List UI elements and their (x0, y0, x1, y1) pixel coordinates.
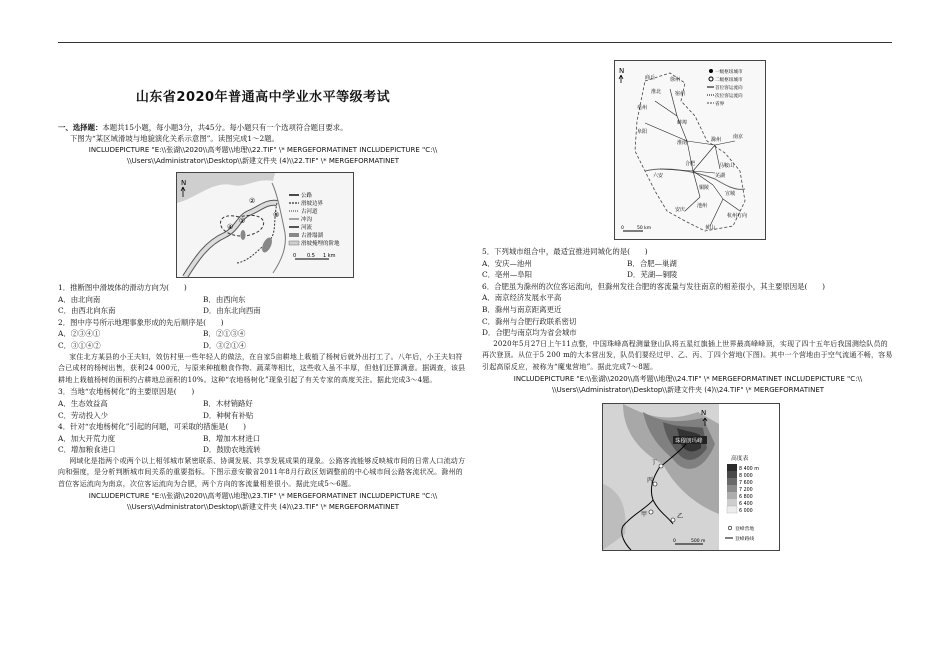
q6-option-a[interactable]: A．南京经济发展水平高 (482, 293, 562, 303)
include-field-23b: \\Users\\Administrator\\Desktop\\新建文件夹 (4)\\23.TIF" \* MERGEFORMATINET (126, 503, 400, 512)
svg-text:杭州方向: 杭州方向 (727, 213, 748, 219)
include-field-23a: INCLUDEPICTURE "E:\\张湖\\2020\\高考题\\地理\\23.TIF" \* MERGEFORMATINET INCLUDEPICTURE "C:\\ (88, 491, 438, 500)
q1-option-d[interactable]: D．由东北向西南 (203, 306, 261, 316)
svg-text:阜阳: 阜阳 (637, 129, 648, 135)
svg-text:④: ④ (227, 222, 234, 231)
svg-text:冲沟: 冲沟 (301, 216, 313, 223)
header-rule (58, 42, 892, 43)
q1-option-a[interactable]: A．由北向南 (58, 294, 101, 304)
svg-text:③: ③ (273, 210, 280, 219)
q6-option-d[interactable]: D．合肥与南京均为省会城市 (482, 328, 577, 338)
svg-text:N: N (619, 67, 625, 75)
q4-option-c[interactable]: C．增加粮食进口 (58, 445, 116, 455)
q4-option-a[interactable]: A．加大开荒力度 (58, 433, 116, 443)
q4-options (58, 433, 468, 456)
q3-option-b[interactable]: B．木材销路好 (203, 398, 253, 408)
q3-options (58, 398, 468, 421)
svg-text:淮北: 淮北 (651, 89, 662, 95)
q5-option-b[interactable]: B．合肥—巢湖 (627, 258, 677, 268)
svg-text:1 km: 1 km (323, 252, 336, 259)
question-1: 1．推断图中滑坡体的滑动方向为( ) (58, 282, 187, 292)
svg-text:丙: 丙 (647, 476, 654, 484)
left-column (58, 88, 468, 514)
passage-3-4: 家住北方某县的小王夫妇，效仿村里一些年轻人的做法，在自家5亩耕地上栽植了杨树后就外出打工了。八年后，小王夫妇符合已成材的杨树出售，获利24 000元，与原来种植粮食作物、蔬菜等相比，这些收入虽不丰厚，但他们还算满意。据调查，该县耕地上栽植杨树的面积约占耕地总面积的10%。这种“农地杨树化”现象引起了有关专家的高度关注。据此完成3～4题。 (58, 352, 466, 384)
q5-options (482, 258, 894, 281)
svg-text:南京: 南京 (733, 134, 744, 140)
intro-q1-2: 下图为“某区域滑坡与地貌演化关系示意图”。读图完成1～2题。 (69, 134, 279, 144)
svg-text:0: 0 (621, 226, 624, 231)
right-column (482, 60, 894, 551)
svg-text:8 400 m: 8 400 m (739, 466, 759, 472)
passage-7-8: 2020年5月27日上午11点整，中国珠峰高程测量登山队将五星红旗插上世界最高峰峰顶，实现了四十五年后我国测绘队员的再次登顶。从位于5 200 m的大本营出发，队员们要经过甲、乙、丙、丁四个营地(下图)。其中一个营地由于空气流通不畅，容易引起高原反应，被称为“魔鬼营地”。据此完成7～8题。 (482, 339, 893, 371)
svg-text:N: N (701, 408, 707, 417)
svg-text:次位客运流向: 次位客运流向 (715, 94, 743, 99)
svg-text:黄山: 黄山 (705, 225, 716, 231)
q6-options (482, 292, 894, 338)
q4-option-b[interactable]: B．增加木材进口 (203, 433, 261, 443)
svg-text:乙: 乙 (677, 512, 684, 520)
svg-text:①: ① (239, 216, 246, 225)
svg-text:0: 0 (673, 538, 676, 544)
q3-option-c[interactable]: C．劳动投入少 (58, 410, 108, 420)
svg-text:登峰路线: 登峰路线 (735, 536, 755, 542)
q4-option-d[interactable]: D．鼓励农地流转 (203, 445, 261, 455)
svg-text:公路: 公路 (301, 192, 313, 199)
question-3: 3．当地“农地杨树化”的主要原因是( ) (58, 387, 195, 397)
svg-text:池州: 池州 (697, 203, 708, 209)
svg-text:宣城: 宣城 (725, 191, 736, 197)
svg-text:滑坡掩埋的阶地: 滑坡掩埋的阶地 (301, 240, 340, 247)
question-6: 6．合肥虽为滁州的次位客运流向，但滁州发往合肥的客流量与发往南京的相差很小，其主要原因是( ) (482, 281, 826, 291)
q1-options (58, 294, 468, 317)
q2-option-d[interactable]: D．③②①④ (203, 340, 246, 350)
include-field-22b: \\Users\\Administrator\\Desktop\\新建文件夹 (4)\\22.TIF" \* MERGEFORMATINET (126, 157, 400, 166)
q2-option-b[interactable]: B．②①③④ (203, 329, 246, 339)
svg-text:马鞍山: 马鞍山 (719, 163, 735, 169)
svg-text:6 800: 6 800 (739, 494, 753, 500)
svg-text:宿州: 宿州 (675, 91, 686, 97)
question-4: 4．针对“农地杨树化”引起的问题，可采取的措施是( ) (58, 422, 247, 432)
svg-text:0: 0 (293, 252, 297, 259)
section-heading: 一、选择题：本题共15小题，每小题3分，共45分。每小题只有一个选项符合题目要求。 (58, 122, 348, 132)
svg-text:500 m: 500 m (691, 538, 706, 544)
q1-option-c[interactable]: C．由西北向东南 (58, 306, 116, 316)
svg-text:蚌埠: 蚌埠 (677, 120, 688, 126)
svg-text:徐州: 徐州 (670, 77, 681, 83)
svg-text:6 000: 6 000 (739, 508, 753, 514)
q5-option-a[interactable]: A．安庆—池州 (482, 258, 532, 268)
q2-option-a[interactable]: A．②③④① (58, 329, 101, 339)
include-field-24b: \\Users\\Administrator\\Desktop\\新建文件夹 (4)\\24.TIF" \* MERGEFORMATINET (551, 386, 825, 395)
svg-text:省界: 省界 (715, 102, 725, 107)
svg-text:8 000: 8 000 (739, 473, 753, 479)
svg-text:二级枢纽城市: 二级枢纽城市 (715, 78, 743, 83)
svg-text:淮南: 淮南 (677, 140, 688, 146)
svg-text:亳州: 亳州 (637, 105, 648, 111)
exam-title: 山东省2020年普通高中学业水平等级考试 (135, 90, 391, 105)
passage-5-6: 网域化是指两个或两个以上相邻城市紧密联系、协调发展、共享发展成果的现象。公路客流能够反映城市间的日常人口流动方向和强度，是分析判断城市间关系的重要指标。下图示意安徽省2011年8月行政区划调整前的中心城市间公路客流状况。滁州的首位客运流向为南京，次位客运流向为合肥，两个方向的客流量相差很小。据此完成5～6题。 (58, 456, 466, 489)
svg-text:7 200: 7 200 (739, 487, 753, 493)
q5-option-d[interactable]: D．芜湖—铜陵 (627, 270, 678, 280)
svg-text:首位客运流向: 首位客运流向 (715, 86, 743, 91)
svg-text:7 600: 7 600 (739, 480, 753, 486)
q3-option-a[interactable]: A．生态效益高 (58, 398, 108, 408)
landslide-figure (176, 172, 354, 278)
anhui-flow-map (614, 60, 766, 240)
svg-text:铜陵: 铜陵 (699, 185, 710, 191)
q5-option-c[interactable]: C．亳州—阜阳 (482, 270, 532, 280)
svg-text:六安: 六安 (653, 173, 664, 179)
q2-option-c[interactable]: C．③①④② (58, 340, 101, 350)
svg-text:河流: 河流 (301, 224, 313, 231)
q2-options (58, 328, 468, 351)
svg-text:甲: 甲 (641, 510, 648, 518)
svg-text:芜湖: 芜湖 (715, 173, 726, 179)
svg-text:N: N (181, 178, 187, 187)
svg-text:安庆: 安庆 (675, 207, 686, 213)
q6-option-b[interactable]: B．滁州与南京距离更近 (482, 304, 562, 314)
svg-text:登峰营地: 登峰营地 (735, 526, 755, 532)
svg-text:6 400: 6 400 (739, 501, 753, 507)
question-5: 5．下列城市组合中，最适宜推进同城化的是( ) (482, 247, 648, 256)
svg-text:丁: 丁 (651, 458, 658, 466)
svg-text:滁州: 滁州 (711, 137, 722, 143)
include-field-24a: INCLUDEPICTURE "E:\\张湖\\2020\\高考题\\地理\\24.TIF" \* MERGEFORMATINET INCLUDEPICTURE "C:\\ (513, 374, 863, 383)
svg-text:合肥: 合肥 (685, 161, 696, 167)
svg-text:高度表: 高度表 (731, 455, 749, 462)
include-field-22a: INCLUDEPICTURE "E:\\张湖\\2020\\高考题\\地理\\22.TIF" \* MERGEFORMATINET INCLUDEPICTURE "C:\\ (88, 145, 438, 154)
svg-text:50 km: 50 km (637, 226, 652, 231)
everest-figure (602, 403, 780, 551)
svg-text:②: ② (249, 196, 256, 205)
q6-option-c[interactable]: C．滁州与合肥行政联系密切 (482, 316, 577, 326)
svg-text:0.5: 0.5 (307, 252, 315, 259)
svg-text:滑坡边界: 滑坡边界 (301, 200, 324, 207)
q1-option-b[interactable]: B．由西向东 (203, 294, 246, 304)
svg-text:古滑塌湖: 古滑塌湖 (301, 232, 324, 239)
svg-text:一级枢纽城市: 一级枢纽城市 (715, 70, 743, 75)
svg-text:古河道: 古河道 (301, 208, 318, 215)
q3-option-d[interactable]: D．种树有补贴 (203, 410, 254, 420)
svg-text:珠穆朗玛峰: 珠穆朗玛峰 (675, 438, 703, 445)
question-2: 2．图中序号所示地理事象形成的先后顺序是( ) (58, 317, 224, 327)
svg-text:商丘: 商丘 (645, 75, 656, 81)
